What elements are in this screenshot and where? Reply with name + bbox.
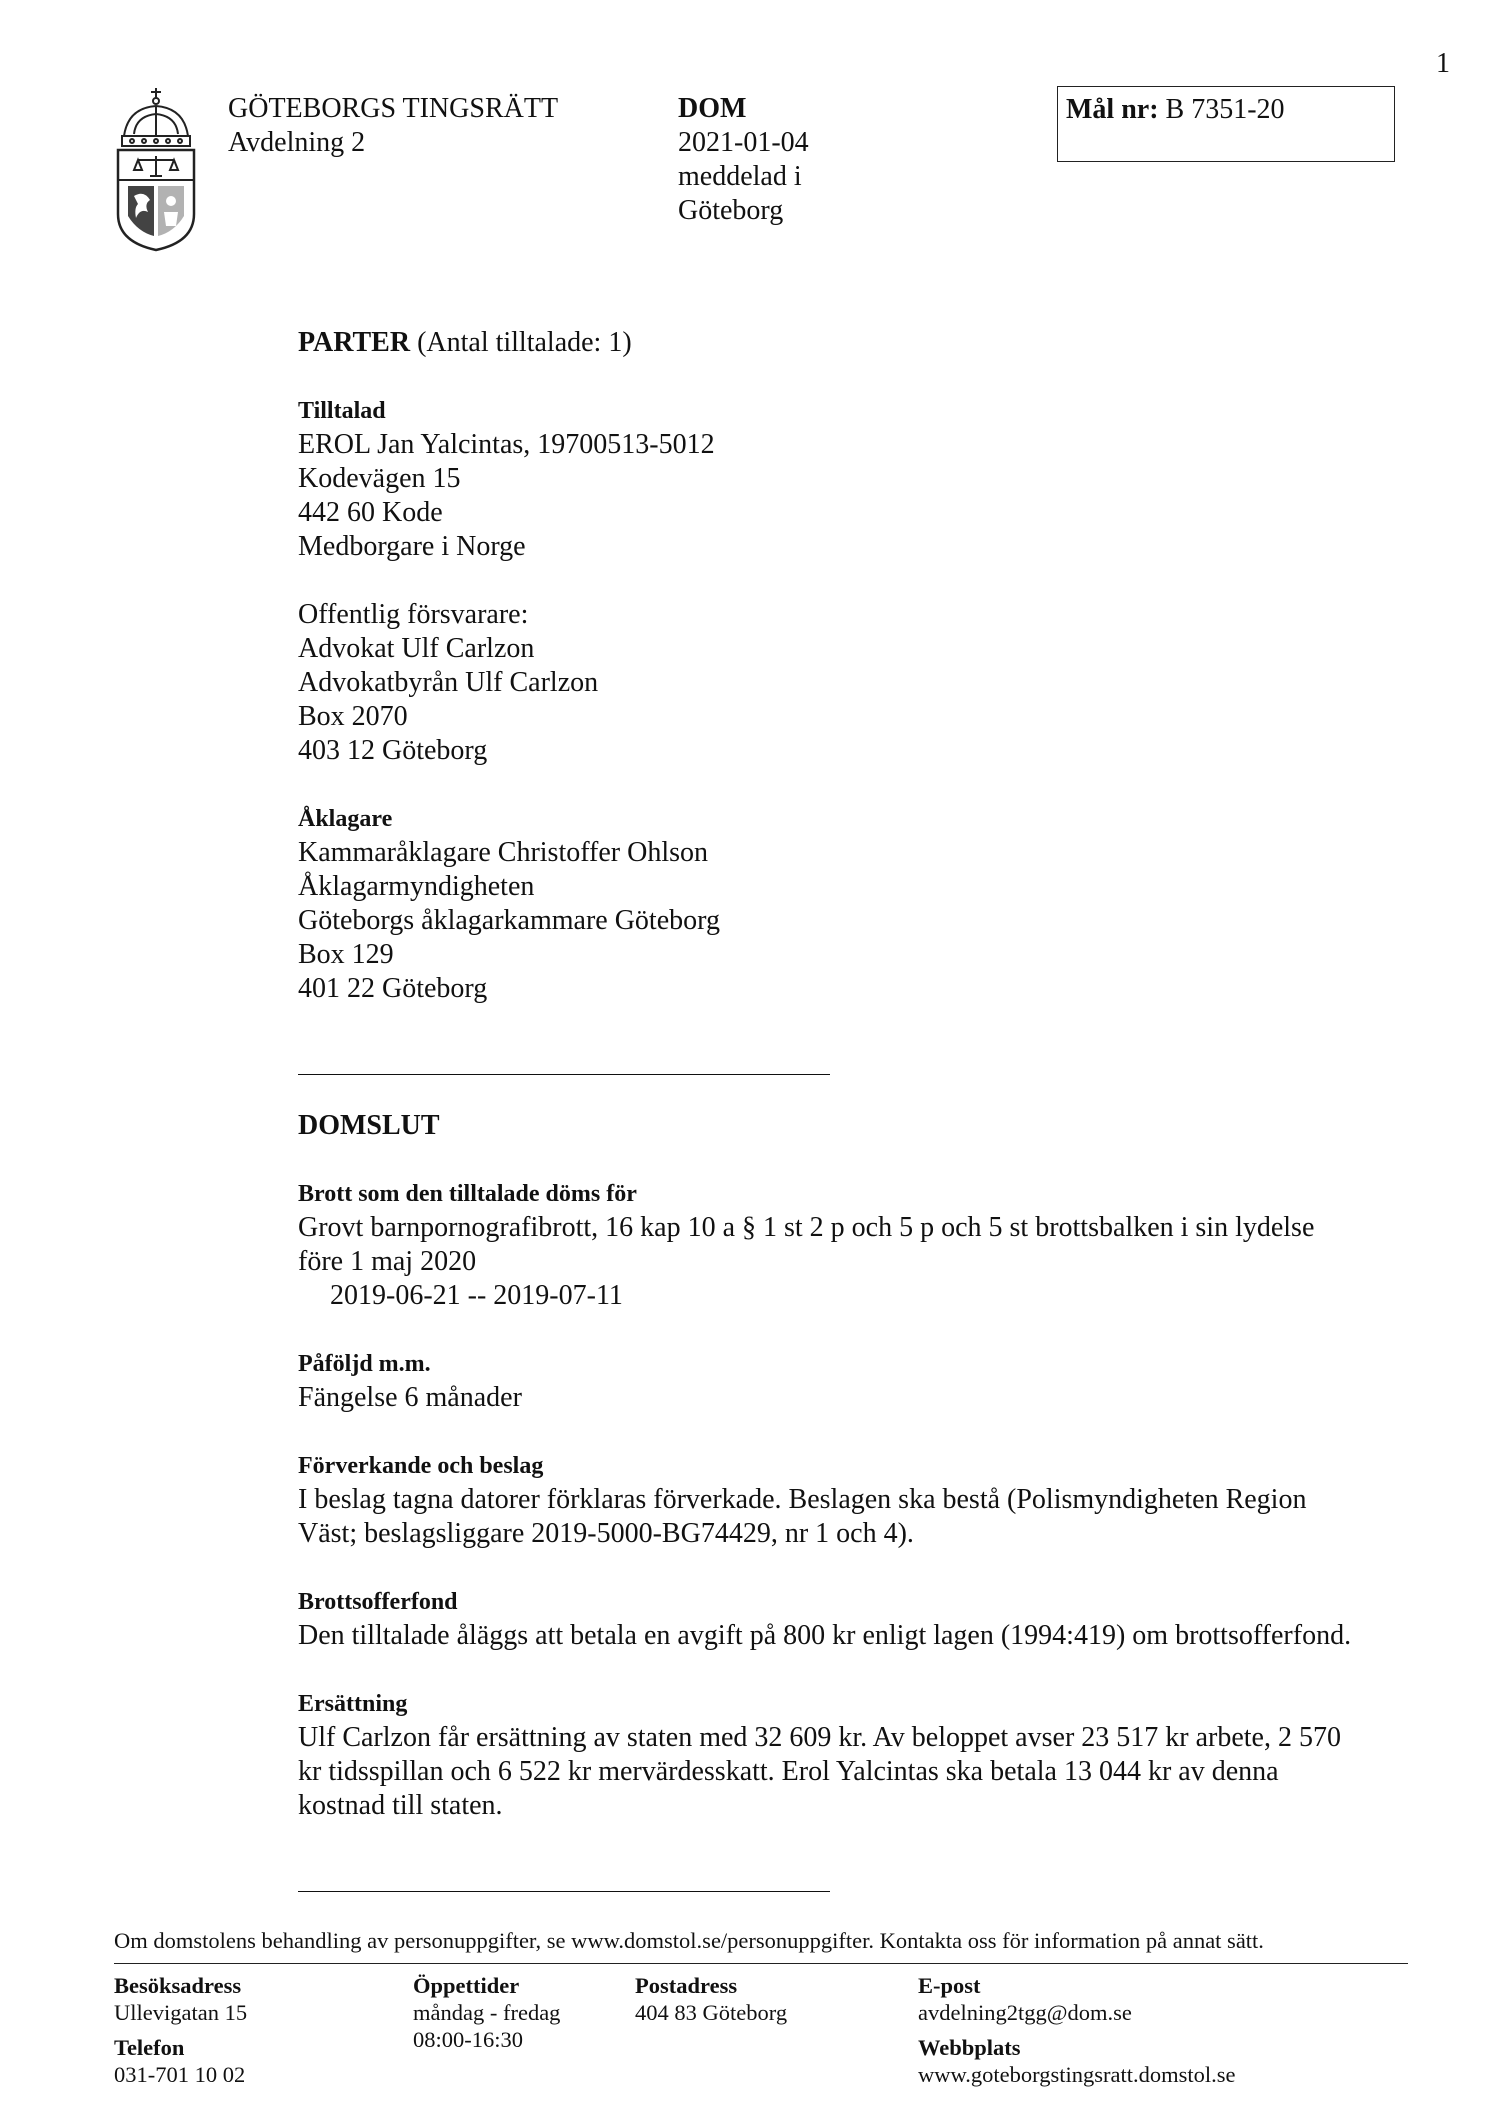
crime-line-1: Grovt barnpornografibrott, 16 kap 10 a § 1 st 2 p och 5 p och 5 st brottsbalken i sin lydelse xyxy=(298,1212,1315,1243)
footer-contact-column xyxy=(918,1972,1235,2088)
prosecutor-label: Åklagare xyxy=(298,806,393,832)
email-address[interactable]: avdelning2tgg@dom.se xyxy=(918,2000,1132,2025)
defendant-name: EROL Jan Yalcintas, 19700513-5012 xyxy=(298,429,715,460)
visit-address: Ullevigatan 15 xyxy=(114,2000,248,2025)
case-number-label: Mål nr: xyxy=(1066,94,1159,125)
prosecutor-box: Box 129 xyxy=(298,939,394,970)
opening-hours-label: Öppettider xyxy=(413,1973,520,1998)
document-body xyxy=(298,326,1418,1892)
defendant-postal: 442 60 Kode xyxy=(298,497,443,528)
parties-heading xyxy=(298,326,1418,360)
opening-days: måndag - fredag xyxy=(413,2000,561,2025)
document-type: DOM xyxy=(678,93,747,124)
forfeiture-label: Förverkande och beslag xyxy=(298,1453,544,1479)
compensation-line-1: Ulf Carlzon får ersättning av staten med 32 609 kr. Av beloppet avser 23 517 kr arbete, 2 570 xyxy=(298,1722,1341,1753)
case-number: B 7351-20 xyxy=(1165,94,1285,125)
defender-box: Box 2070 xyxy=(298,701,408,732)
compensation-label: Ersättning xyxy=(298,1691,408,1717)
crime-line-2: före 1 maj 2020 xyxy=(298,1246,477,1277)
case-number-box xyxy=(1057,86,1395,162)
prosecutor-postal: 401 22 Göteborg xyxy=(298,973,488,1004)
closing-divider xyxy=(298,1891,830,1892)
email-label: E-post xyxy=(918,1973,981,1998)
parties-heading-note: (Antal tilltalade: 1) xyxy=(417,327,632,358)
phone-label: Telefon xyxy=(114,2035,185,2060)
visit-address-label: Besöksadress xyxy=(114,1973,242,1998)
phone-number: 031-701 10 02 xyxy=(114,2062,246,2087)
judgment-heading: DOMSLUT xyxy=(298,1110,440,1141)
defender-firm: Advokatbyrån Ulf Carlzon xyxy=(298,667,599,698)
website-label: Webbplats xyxy=(918,2035,1021,2060)
victim-fund-text: Den tilltalade åläggs att betala en avgift på 800 kr enligt lagen (1994:419) om brottsofferfond. xyxy=(298,1620,1352,1651)
privacy-note: Om domstolens behandling av personuppgifter, se www.domstol.se/personuppgifter. Kontakta oss för information på annat sätt. xyxy=(114,1928,1264,1953)
defender-name: Advokat Ulf Carlzon xyxy=(298,633,535,664)
compensation-line-3: kostnad till staten. xyxy=(298,1790,503,1821)
forfeiture-line-2: Väst; beslagsliggare 2019-5000-BG74429, nr 1 och 4). xyxy=(298,1518,914,1549)
court-name: GÖTEBORGS TINGSRÄTT xyxy=(228,93,559,124)
judgment-header xyxy=(678,92,809,228)
opening-times: 08:00-16:30 xyxy=(413,2027,523,2052)
court-header xyxy=(228,92,558,160)
parties-heading-text: PARTER xyxy=(298,327,411,358)
footer-divider xyxy=(114,1963,1408,1964)
issued-line-2: Göteborg xyxy=(678,195,784,226)
defendant-label: Tilltalad xyxy=(298,398,386,424)
compensation-line-2: kr tidsspillan och 6 522 kr mervärdesskatt. Erol Yalcintas ska betala 13 044 kr av denna xyxy=(298,1756,1279,1787)
court-division: Avdelning 2 xyxy=(228,127,366,158)
footer-hours-column xyxy=(413,1972,560,2053)
defender-postal: 403 12 Göteborg xyxy=(298,735,488,766)
prosecutor-office: Göteborgs åklagarkammare Göteborg xyxy=(298,905,720,936)
judgment-date: 2021-01-04 xyxy=(678,127,809,158)
page-number: 1 xyxy=(1436,48,1450,79)
crime-label: Brott som den tilltalade döms för xyxy=(298,1181,637,1207)
issued-line-1: meddelad i xyxy=(678,161,802,192)
court-crest-emblem xyxy=(114,86,198,252)
sanction-label: Påföljd m.m. xyxy=(298,1351,431,1377)
website-link[interactable]: www.goteborgstingsratt.domstol.se xyxy=(918,2062,1236,2087)
forfeiture-line-1: I beslag tagna datorer förklaras förverkade. Beslagen ska bestå (Polismyndigheten Region xyxy=(298,1484,1307,1515)
prosecutor-authority: Åklagarmyndigheten xyxy=(298,871,535,902)
victim-fund-label: Brottsofferfond xyxy=(298,1589,458,1615)
postal-address-label: Postadress xyxy=(635,1973,738,1998)
defendant-street: Kodevägen 15 xyxy=(298,463,461,494)
defendant-citizenship: Medborgare i Norge xyxy=(298,531,526,562)
footer-post-column xyxy=(635,1972,787,2026)
footer-visit-column xyxy=(114,1972,247,2088)
defender-label: Offentlig försvarare: xyxy=(298,599,529,630)
crime-period: 2019-06-21 -- 2019-07-11 xyxy=(330,1280,623,1311)
postal-address: 404 83 Göteborg xyxy=(635,2000,788,2025)
sanction-text: Fängelse 6 månader xyxy=(298,1382,522,1413)
prosecutor-name: Kammaråklagare Christoffer Ohlson xyxy=(298,837,709,868)
